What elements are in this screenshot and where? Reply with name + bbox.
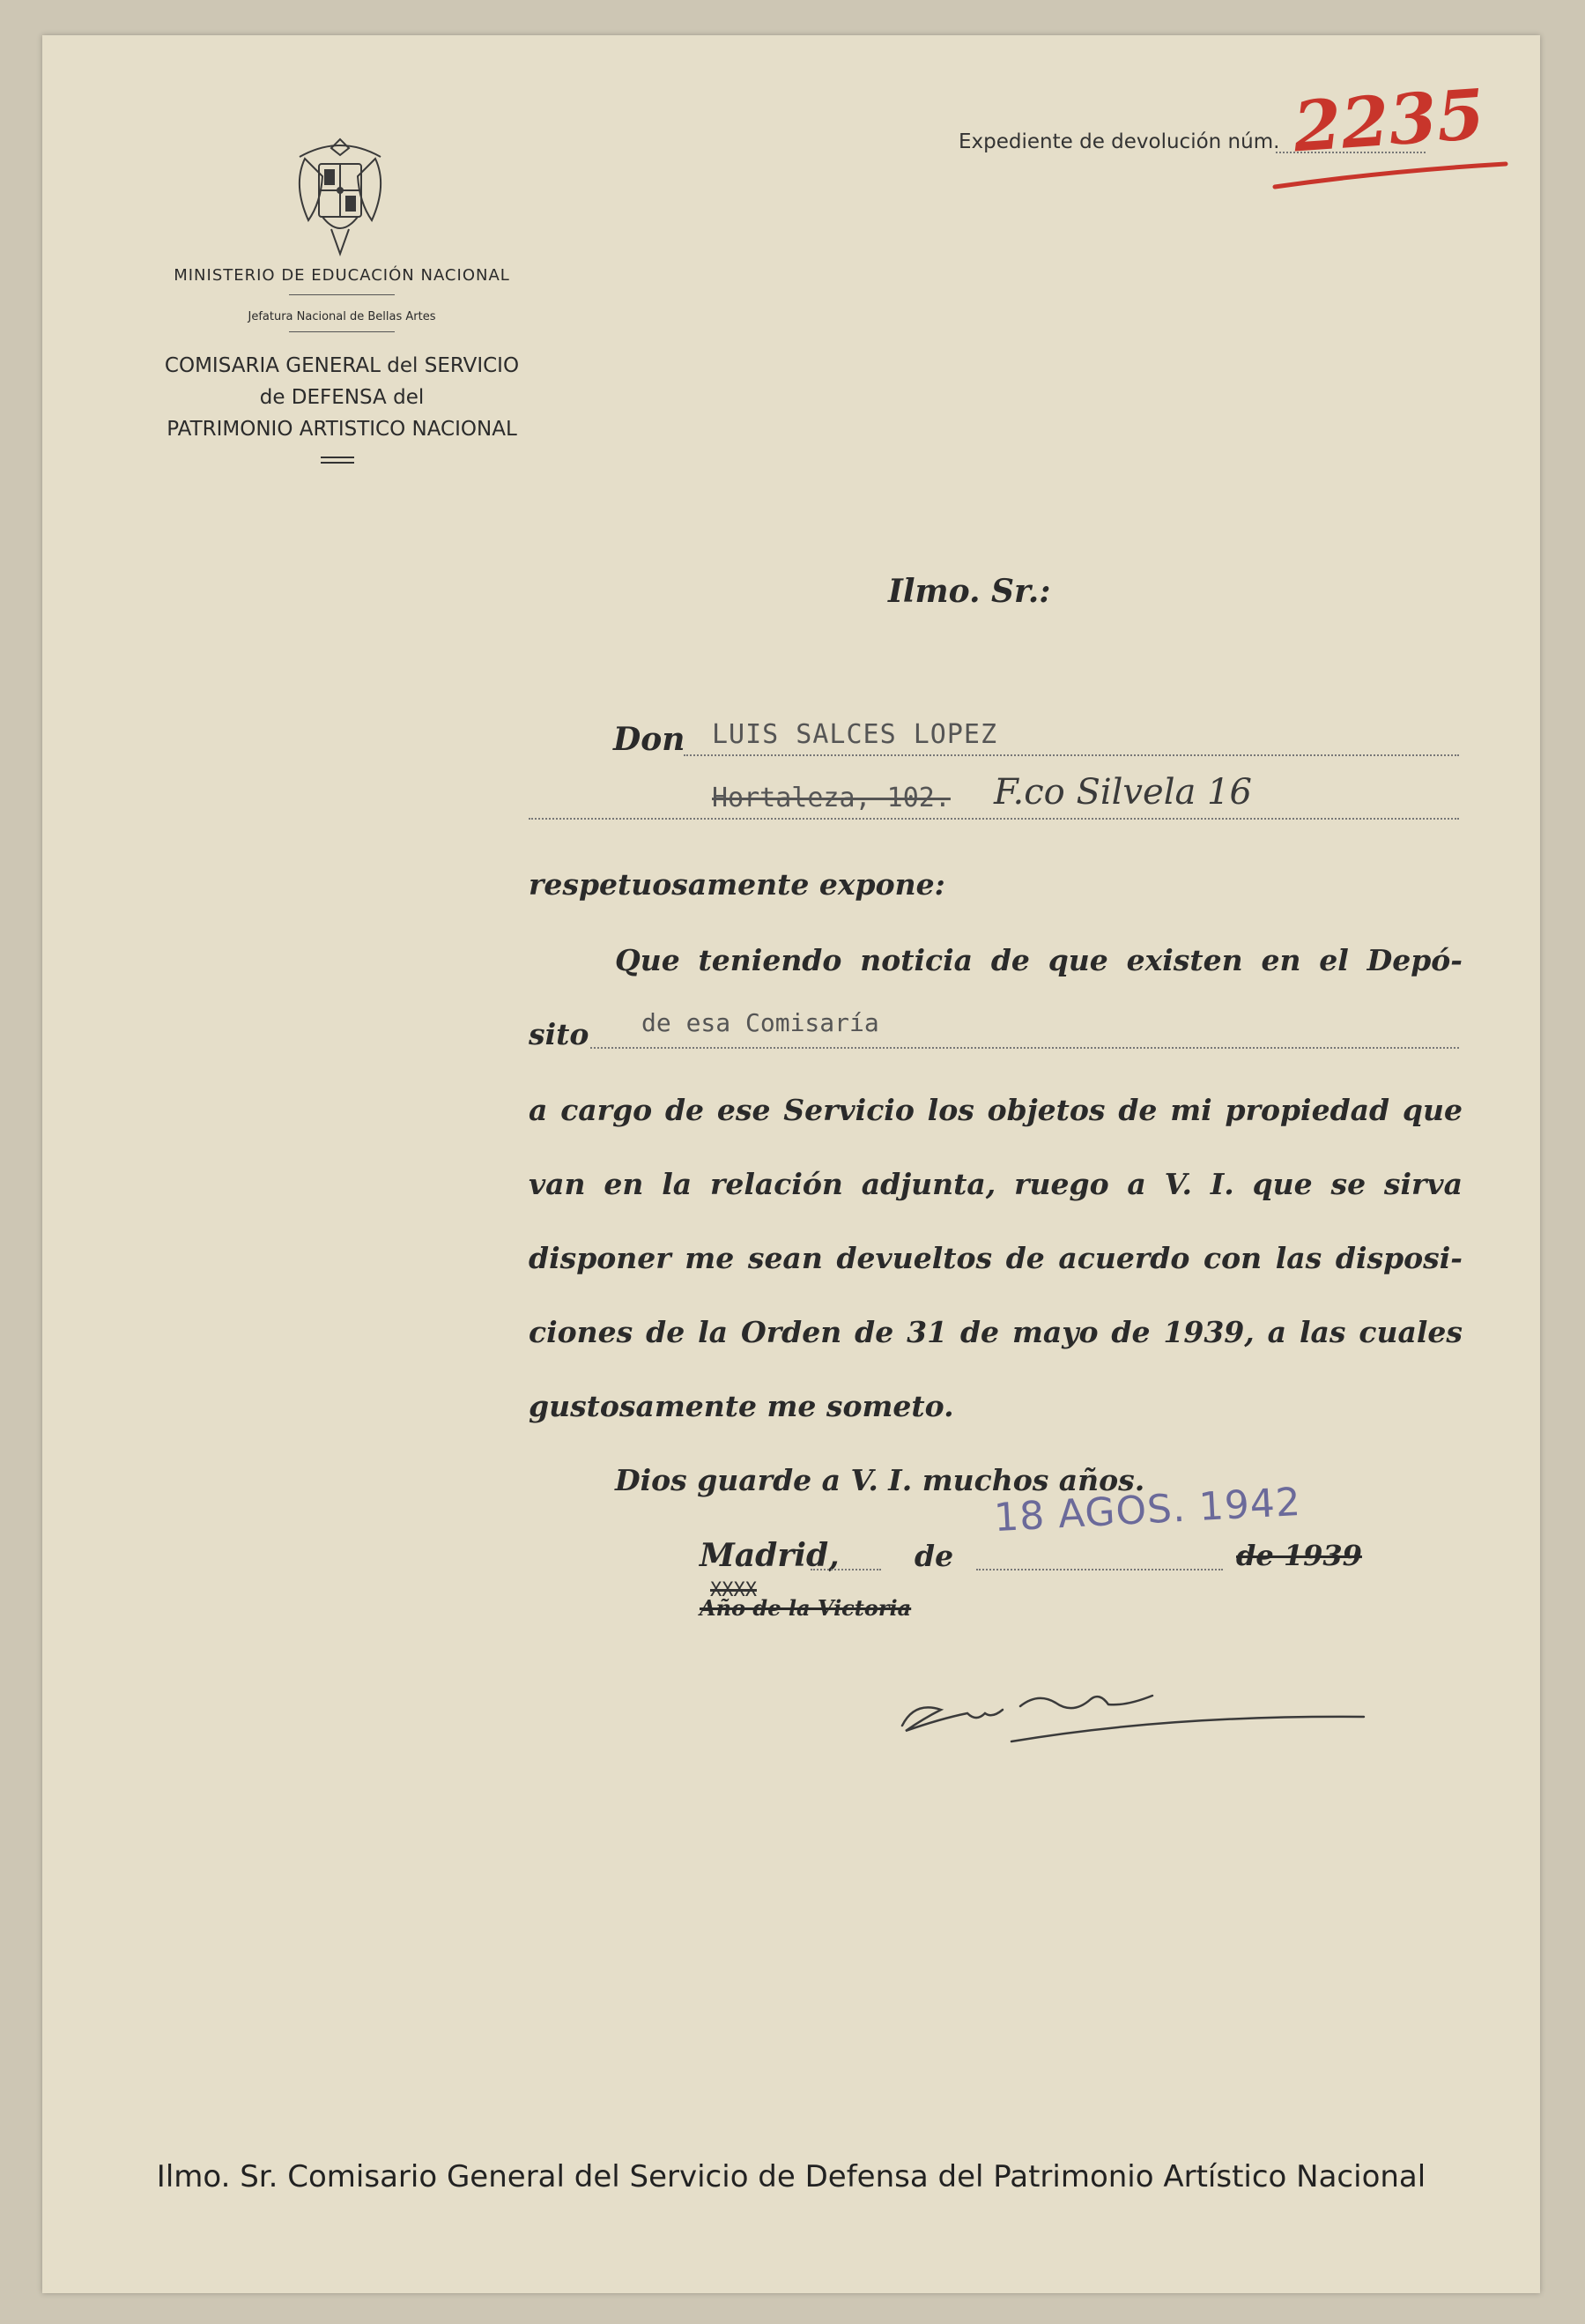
file-number-handwritten: 2235 [1291, 74, 1488, 168]
red-underline-stroke [1271, 159, 1509, 194]
coat-of-arms-emblem [287, 132, 393, 260]
commission-heading-line1: COMISARIA GENERAL del SERVICIO [164, 354, 520, 377]
header-divider [289, 331, 395, 332]
commission-heading-line2: de DEFENSA del [259, 386, 425, 409]
file-number-label: Expediente de devolución núm. [959, 130, 1280, 153]
date-city: Madrid, [700, 1537, 840, 1574]
year-struck: de 1939 [1236, 1539, 1362, 1572]
body-line-4: van en la relación adjunta, ruego a V. I. que se sirva [529, 1167, 1463, 1201]
body-line-3: a cargo de ese Servicio los objetos de mi propiedad que [529, 1093, 1463, 1127]
old-address-struck: Hortaleza, 102. [712, 783, 951, 813]
requester-name: LUIS SALCES LOPEZ [712, 719, 998, 750]
date-stamp: 18 AGOS. 1942 [992, 1479, 1303, 1541]
closing-formula: Dios guarde a V. I. muchos años. [615, 1463, 1145, 1497]
body-line-2-prefix: sito [529, 1017, 589, 1051]
double-rule [321, 457, 354, 464]
body-line-5: disponer me sean devueltos de acuerdo con las disposi- [529, 1241, 1463, 1275]
signature [888, 1657, 1381, 1754]
body-line-1: Que teniendo noticia de que existen en el Depó- [615, 943, 1463, 977]
body-line-7: gustosamente me someto. [529, 1389, 954, 1423]
name-dotted-line [684, 754, 1459, 756]
ministry-heading: MINISTERIO DE EDUCACIÓN NACIONAL [174, 266, 510, 285]
deposit-typed: de esa Comisaría [641, 1008, 879, 1037]
commission-heading-line3: PATRIMONIO ARTISTICO NACIONAL [167, 418, 517, 441]
new-address-handwritten: F.co Silvela 16 [994, 772, 1252, 813]
body-intro: respetuosamente expone: [529, 867, 945, 902]
date-de: de [915, 1539, 954, 1573]
era-struck: Año de la Victoria [700, 1595, 912, 1621]
era-xxx-struck: XXXX [710, 1579, 757, 1601]
body-line-6: ciones de la Orden de 31 de mayo de 1939, a las cuales [529, 1315, 1463, 1349]
deposit-dotted-line [590, 1047, 1459, 1049]
day-dotted-line [811, 1569, 881, 1570]
month-dotted-line [976, 1569, 1223, 1570]
requester-prefix: Don [613, 721, 685, 758]
department-heading: Jefatura Nacional de Bellas Artes [248, 310, 436, 323]
address-dotted-line [529, 818, 1459, 820]
salutation: Ilmo. Sr.: [888, 573, 1051, 610]
header-divider [289, 294, 395, 295]
document-page [42, 35, 1540, 2293]
footer-addressee: Ilmo. Sr. Comisario General del Servicio de Defensa del Patrimonio Artístico Nacional [156, 2159, 1426, 2194]
